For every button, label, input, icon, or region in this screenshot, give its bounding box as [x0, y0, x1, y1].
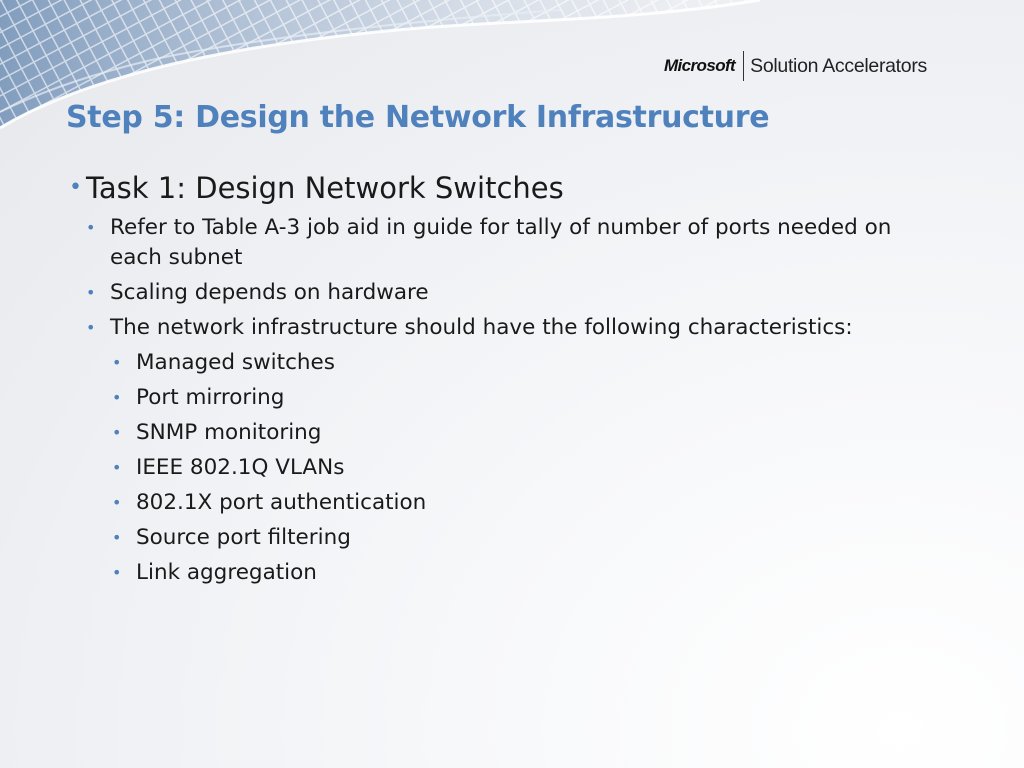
- bullet-task: [66, 168, 946, 208]
- characteristic-text: Source port filtering: [136, 525, 351, 550]
- point-text: Refer to Table A-3 job aid in guide for tally of number of ports needed on each subnet: [110, 215, 892, 270]
- bullet-icon: •: [86, 218, 96, 237]
- bullet-point: [66, 313, 946, 343]
- bullet-icon: •: [86, 283, 96, 302]
- task-heading: Task 1: Design Network Switches: [86, 171, 564, 205]
- sub-bullet-point: [66, 523, 946, 553]
- slide-body: [66, 168, 946, 588]
- point-text: The network infrastructure should have the following characteristics:: [110, 315, 853, 340]
- logo-brand: Microsoft: [664, 56, 736, 75]
- sub-bullet-point: [66, 383, 946, 413]
- microsoft-logo: [664, 50, 927, 82]
- sub-bullet-point: [66, 558, 946, 588]
- characteristic-text: SNMP monitoring: [136, 420, 322, 445]
- sub-bullet-point: [66, 488, 946, 518]
- slide-title: Step 5: Design the Network Infrastructure: [66, 100, 770, 135]
- bullet-icon: •: [112, 563, 122, 582]
- logo-product: Solution Accelerators: [750, 54, 927, 77]
- characteristic-text: Link aggregation: [136, 560, 317, 585]
- bullet-icon: •: [112, 458, 122, 477]
- sub-bullet-point: [66, 453, 946, 483]
- characteristic-text: IEEE 802.1Q VLANs: [136, 455, 345, 480]
- characteristic-text: 802.1X port authentication: [136, 490, 427, 515]
- point-text: Scaling depends on hardware: [110, 280, 429, 305]
- bullet-icon: •: [69, 175, 82, 200]
- logo-divider: [743, 51, 744, 81]
- sub-bullet-point: [66, 418, 946, 448]
- bullet-icon: •: [112, 353, 122, 372]
- characteristic-text: Managed switches: [136, 350, 335, 375]
- bullet-point: [66, 278, 946, 308]
- sub-bullet-point: [66, 348, 946, 378]
- bullet-icon: •: [112, 423, 122, 442]
- bullet-point: [66, 213, 946, 273]
- bullet-icon: •: [86, 318, 96, 337]
- bullet-icon: •: [112, 493, 122, 512]
- bullet-icon: •: [112, 388, 122, 407]
- bullet-icon: •: [112, 528, 122, 547]
- characteristic-text: Port mirroring: [136, 385, 285, 410]
